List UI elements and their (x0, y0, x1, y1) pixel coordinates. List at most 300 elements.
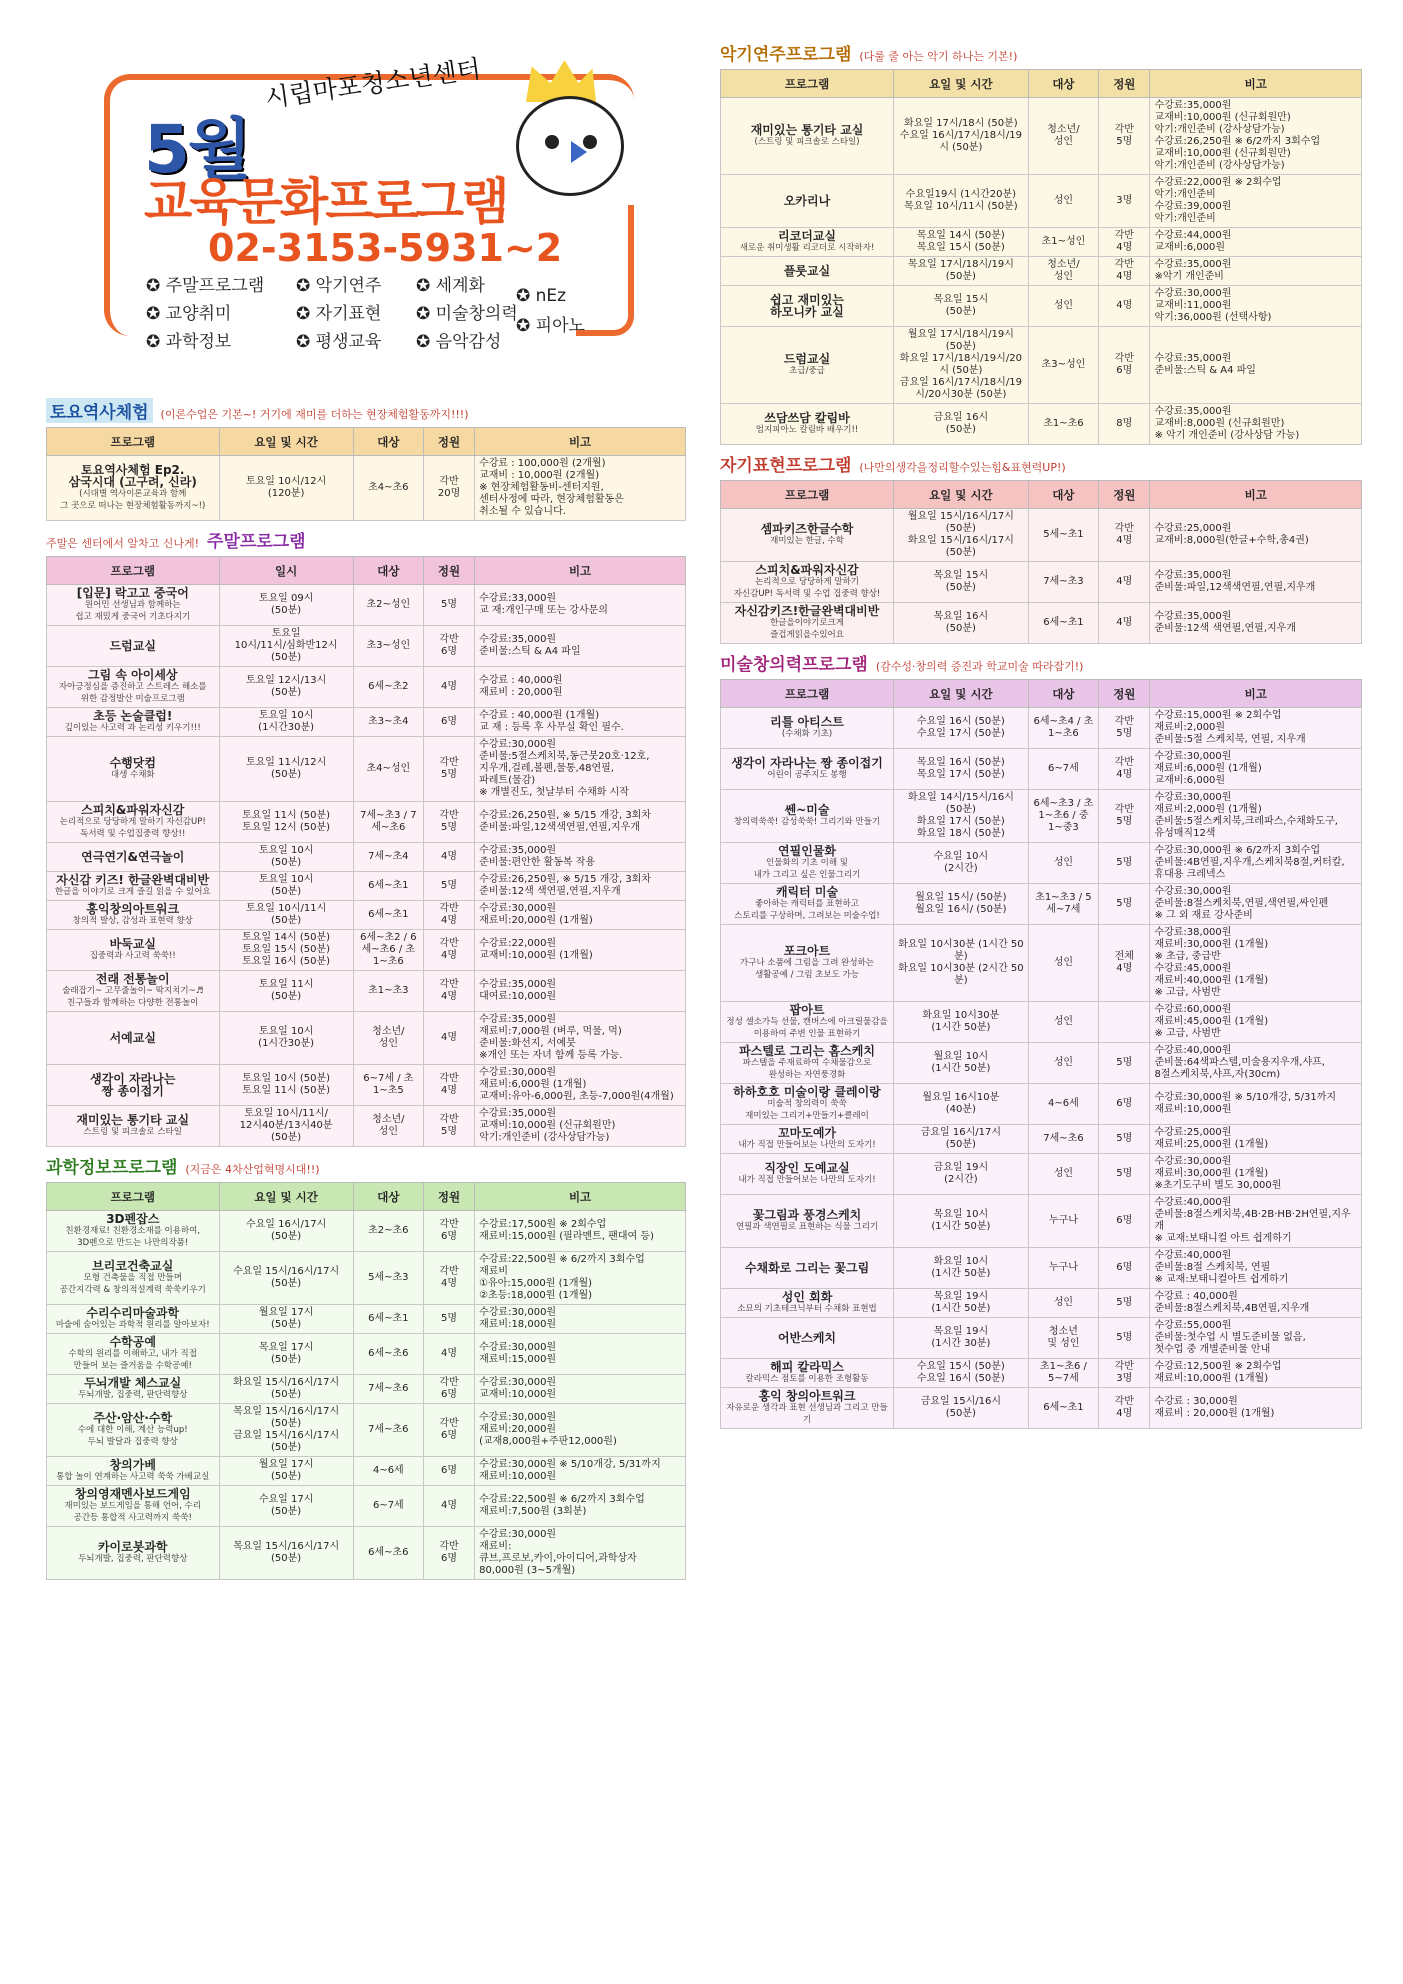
program-cell (47, 1404, 220, 1457)
target-cell: 성인 (1028, 1002, 1099, 1043)
program-cell (47, 1106, 220, 1147)
program-name: 생각이 자라나는 짱 종이접기 (731, 756, 883, 770)
note-cell: 수강료:26,250원, ※ 5/15 개강, 3회차 준비물:파일,12색색연필,연필,지우개 (475, 802, 686, 843)
time-cell: 목요일 19시 (1시간 30분) (894, 1318, 1029, 1359)
target-cell: 누구나 (1028, 1195, 1099, 1248)
target-cell: 6세~초2 / 6세~초6 / 초1~초6 (353, 930, 423, 971)
table-row (47, 1527, 686, 1580)
art-table (720, 679, 1362, 1429)
program-name: 꽃그림과 풍경스케치 (752, 1208, 862, 1222)
note-cell: 수강료:12,500원 ※ 2회수업 재료비:10,000원 (1개월) (1150, 1359, 1362, 1388)
column-header: 대상 (1028, 680, 1099, 708)
capacity-cell: 4명 (1099, 562, 1150, 603)
program-desc: 연필과 색연필로 표현하는 식물 그리기 (735, 1222, 879, 1232)
music-table (720, 69, 1362, 445)
program-desc: 자유로운 생각과 표현 선생님과 그리고 만들기 (726, 1403, 888, 1425)
capacity-cell: 4명 (423, 843, 474, 872)
program-name: 토요역사체험 Ep2. 삼국시대 (고구려, 신라) (68, 463, 197, 489)
note-cell: 수강료:30,000원 재료비:6,000원 (1개월) 교재비:유아-6,000원, 초등-7,000원(4개월) (475, 1065, 686, 1106)
program-cell (721, 228, 894, 257)
capacity-cell: 각반 6명 (423, 1375, 474, 1404)
program-cell (721, 708, 894, 749)
program-name: 플룻교실 (783, 264, 831, 278)
target-cell: 초4~초6 (353, 456, 423, 521)
table-row (47, 585, 686, 626)
time-cell: 토요일 11시 (50분) 토요일 12시 (50분) (219, 802, 353, 843)
target-cell: 성인 (1028, 175, 1099, 228)
capacity-cell: 각반 4명 (423, 901, 474, 930)
table-row (47, 626, 686, 667)
target-cell: 초3~초4 (353, 708, 423, 737)
time-cell: 수요일19시 (1시간20분) 목요일 10시/11시 (50분) (894, 175, 1029, 228)
table-row (721, 1154, 1362, 1195)
note-cell: 수강료:35,000원 준비물:12색 색연필,연필,지우개 (1150, 603, 1362, 644)
program-cell (47, 667, 220, 708)
program-name: 수채화로 그리는 꽃그림 (744, 1261, 870, 1275)
note-cell: 수강료:30,000원 ※ 6/2까지 3회수업 준비물:4B연필,지우개,스케치북8절,커터칼, 휴대용 크레넥스 (1150, 843, 1362, 884)
table-row (47, 708, 686, 737)
self-table (720, 480, 1362, 644)
target-cell: 7세~초4 (353, 843, 423, 872)
program-cell (721, 98, 894, 175)
capacity-cell: 5명 (1099, 1043, 1150, 1084)
note-cell: 수강료:35,000원 대여료:10,000원 (475, 971, 686, 1012)
table-header-row (721, 70, 1362, 98)
program-name: 바둑교실 (109, 937, 156, 951)
menu-item: ✪ 피아노 (516, 316, 585, 336)
note-cell: 수강료:35,000원 준비물:파일,12색색연필,연필,지우개 (1150, 562, 1362, 603)
time-cell: 토요일 10시/11시/ 12시40분/13시40분 (50분) (219, 1106, 353, 1147)
note-cell: 수강료:22,000원 교재비:10,000원 (1개월) (475, 930, 686, 971)
column-header: 대상 (353, 557, 423, 585)
program-desc: 두뇌개발, 집중력, 판단력향상 (78, 1554, 188, 1564)
time-cell: 수요일 10시 (2시간) (894, 843, 1029, 884)
program-name: 연필인물화 (778, 844, 837, 858)
target-cell: 7세~초3 / 7세~초6 (353, 802, 423, 843)
column-header: 비고 (1150, 70, 1362, 98)
science-table (46, 1182, 686, 1580)
program-name: 하하호호 미술이랑 클레이랑 (733, 1085, 881, 1099)
target-cell: 6세~초1 (1028, 1388, 1099, 1429)
program-cell (47, 1211, 220, 1252)
time-cell: 토요일 10시 (1시간30분) (219, 708, 353, 737)
note-cell: 수강료:30,000원 재료비:30,000원 (1개월) ※초기도구비 별도 30,000원 (1150, 1154, 1362, 1195)
program-name: 스피치&파워자신감 (81, 803, 185, 817)
program-name: 주산·암산·수학 (93, 1411, 173, 1425)
mascot-face-icon (516, 96, 624, 196)
table-row (47, 1334, 686, 1375)
program-name: 스피치&파워자신감 (755, 563, 859, 577)
column-header: 프로그램 (47, 557, 220, 585)
note-cell: 수강료:30,000원 재료비:20,000원 (1개월) (475, 901, 686, 930)
menu-item: ✪ 평생교육 (296, 332, 382, 352)
target-cell: 성인 (1028, 843, 1099, 884)
menu-item: ✪ 과학정보 (146, 332, 232, 352)
science-section-title: 과학정보프로그램 (지금은 4차산업혁명시대!!) (46, 1158, 320, 1178)
capacity-cell: 4명 (1099, 286, 1150, 327)
program-desc: 좋아하는 캐릭터를 표현하고 스토리를 구상하며, 그려보는 미술수업! (734, 899, 880, 921)
column-header: 정원 (423, 557, 474, 585)
time-cell: 토요일 10시/11시 (50분) (219, 901, 353, 930)
time-cell: 목요일 15시 (50분) (894, 286, 1029, 327)
time-cell: 토요일 14시 (50분) 토요일 15시 (50분) 토요일 16시 (50분) (219, 930, 353, 971)
program-desc: 두뇌개발, 집중력, 판단력향상 (78, 1390, 188, 1400)
table-row (47, 1305, 686, 1334)
table-row (721, 1359, 1362, 1388)
capacity-cell: 5명 (423, 585, 474, 626)
time-cell: 목요일 15시/16시/17시 (50분) 금요일 15시/16시/17시 (50분) (219, 1404, 353, 1457)
table-row (47, 872, 686, 901)
capacity-cell: 각반 6명 (423, 626, 474, 667)
program-cell (721, 257, 894, 286)
time-cell: 화요일 10시30분 (1시간 50분) (894, 1002, 1029, 1043)
time-cell: 토요일 09시 (50분) (219, 585, 353, 626)
column-header: 대상 (353, 428, 423, 456)
capacity-cell: 8명 (1099, 404, 1150, 445)
note-cell: 수강료:44,000원 교재비:6,000원 (1150, 228, 1362, 257)
program-name: 홍익창의아트워크 (86, 902, 180, 916)
time-cell: 토요일 10시 (50분) (219, 872, 353, 901)
program-desc: 엄지피아노 칼림바 배우기!! (755, 425, 859, 435)
time-cell: 토요일 11시/12시 (50분) (219, 737, 353, 802)
program-name: 창의가베 (109, 1458, 156, 1472)
table-row (721, 1248, 1362, 1289)
table-header-row (47, 557, 686, 585)
menu-item: ✪ nEz (516, 286, 567, 306)
column-header: 프로그램 (721, 481, 894, 509)
note-cell: 수강료:25,000원 재료비:25,000원 (1개월) (1150, 1125, 1362, 1154)
program-cell (721, 603, 894, 644)
program-name: 재미있는 통기타 교실 (750, 123, 864, 137)
program-cell (47, 1486, 220, 1527)
menu-item: ✪ 자기표현 (296, 304, 382, 324)
table-row (47, 1457, 686, 1486)
table-row (721, 925, 1362, 1002)
program-name: 직장인 도예교실 (764, 1161, 850, 1175)
time-cell: 금요일 16시 (50분) (894, 404, 1029, 445)
time-cell: 목요일 16시 (50분) (894, 603, 1029, 644)
target-cell: 7세~초6 (353, 1404, 423, 1457)
program-name: 생각이 자라나는 짱 종이접기 (90, 1072, 176, 1098)
program-desc: 한글을이야기로크게 즐겁게읽을수있어요 (770, 618, 844, 640)
month-label: 5월 (144, 111, 250, 188)
table-row (47, 1486, 686, 1527)
program-cell (721, 1318, 894, 1359)
program-name: 창의영재멘사보드게임 (74, 1487, 191, 1501)
note-cell: 수강료:30,000원 재료비: 큐브,프로보,카이,아이디어,과학상자 80,000원 (3~5개월) (475, 1527, 686, 1580)
program-desc: 통합 놀이 연계하는 사고력 쑥쑥 가베교실 (56, 1472, 210, 1482)
note-cell: 수강료:25,000원 교재비:8,000원(한글+수학,총4권) (1150, 509, 1362, 562)
target-cell: 6~7세 (353, 1486, 423, 1527)
column-header: 비고 (1150, 680, 1362, 708)
program-cell (721, 286, 894, 327)
program-cell (721, 327, 894, 404)
capacity-cell: 5명 (423, 872, 474, 901)
column-header: 프로그램 (721, 680, 894, 708)
note-cell: 수강료:30,000원 재료비:6,000원 (1개월) 교재비:6,000원 (1150, 749, 1362, 790)
saturday-table (46, 427, 686, 521)
column-header: 정원 (1099, 70, 1150, 98)
program-desc: 새로운 취미생활 리코더로 시작하자! (739, 243, 875, 253)
target-cell: 성인 (1028, 1154, 1099, 1195)
menu-item: ✪ 교양취미 (146, 304, 232, 324)
note-cell: 수강료:30,000원 재료비:20,000원 (교재8,000원+주판12,000원) (475, 1404, 686, 1457)
program-name: 팝아트 (789, 1003, 825, 1017)
note-cell: 수강료 : 40,000원 (1개월) 교 재 : 등록 후 사무실 확인 필수. (475, 708, 686, 737)
target-cell: 성인 (1028, 286, 1099, 327)
table-row (721, 1043, 1362, 1084)
time-cell: 화요일 14시/15시/16시 (50분) 화요일 17시 (50분) 화요일 18시 (50분) (894, 790, 1029, 843)
capacity-cell: 각반 6명 (423, 1211, 474, 1252)
table-row (721, 749, 1362, 790)
program-name: 쎈~미술 (784, 803, 830, 817)
time-cell: 월요일 15시/16시/17시 (50분) 화요일 15시/16시/17시 (50분) (894, 509, 1029, 562)
program-cell (721, 1289, 894, 1318)
column-header: 요일 및 시간 (219, 428, 353, 456)
target-cell: 6~7세 (1028, 749, 1099, 790)
program-cell (47, 872, 220, 901)
table-row (47, 930, 686, 971)
program-cell (721, 1125, 894, 1154)
program-cell (721, 1043, 894, 1084)
time-cell: 토요일 10시 (50분) (219, 843, 353, 872)
program-name: 쉽고 재미있는 하모니카 교실 (770, 293, 844, 319)
time-cell: 목요일 15시 (50분) (894, 562, 1029, 603)
capacity-cell: 각반 4명 (1099, 509, 1150, 562)
table-row (721, 1002, 1362, 1043)
time-cell: 월요일 17시 (50분) (219, 1457, 353, 1486)
target-cell: 7세~초6 (1028, 1125, 1099, 1154)
time-cell: 목요일 17시/18시/19시 (50분) (894, 257, 1029, 286)
program-cell (47, 585, 220, 626)
program-name: 서예교실 (109, 1031, 156, 1045)
saturday-section-title: 토요역사체험 (이론수업은 기본~! 거기에 재미를 더하는 현장체험활동까지!!!) (46, 398, 686, 423)
program-desc: 재미있는 한글, 수학 (770, 536, 844, 546)
capacity-cell: 각반 5명 (1099, 790, 1150, 843)
time-cell: 월요일 17시/18시/19시 (50분) 화요일 17시/18시/19시/20시 (50분) 금요일 16시/17시/18시/19시/20시30분 (50분) (894, 327, 1029, 404)
program-desc: 한글을 이야기로 크게 즐길 읽을 수 있어요 (54, 887, 211, 897)
program-name: 드럼교실 (783, 352, 831, 366)
capacity-cell: 3명 (1099, 175, 1150, 228)
capacity-cell: 6명 (1099, 1195, 1150, 1248)
phone-number: 02-3153-5931~2 (208, 226, 563, 270)
note-cell: 수강료:60,000원 재료비:45,000원 (1개월) ※ 고급, 사범반 (1150, 1002, 1362, 1043)
target-cell: 6세~초1 (353, 901, 423, 930)
table-row (47, 667, 686, 708)
table-row (47, 1012, 686, 1065)
program-cell (47, 737, 220, 802)
column-header: 프로그램 (47, 1183, 220, 1211)
program-desc: 집중력과 사고력 쑥쑥!! (89, 951, 176, 961)
program-desc: 원어민 선생님과 함께하는 쉽고 재밌게 중국어 기초다지기 (75, 600, 191, 622)
capacity-cell: 5명 (1099, 1318, 1150, 1359)
note-cell: 수강료:30,000원 교재비:11,000원 악기:36,000원 (선택사항) (1150, 286, 1362, 327)
program-desc: 자아긍정심을 증진하고 스트레스 해소를 위한 감정발산 미술프로그램 (58, 682, 207, 704)
time-cell: 목요일 16시 (50분) 목요일 17시 (50분) (894, 749, 1029, 790)
capacity-cell: 각반 4명 (423, 1252, 474, 1305)
time-cell: 수요일 15시 (50분) 수요일 16시 (50분) (894, 1359, 1029, 1388)
note-cell: 수강료:35,000원 준비물:스틱 & A4 파일 (1150, 327, 1362, 404)
program-name: 수리수리마술과학 (86, 1306, 180, 1320)
column-header: 비고 (475, 1183, 686, 1211)
program-name: 연극연기&연극놀이 (81, 850, 185, 864)
time-cell: 월요일 15시/ (50분) 월요일 16시/ (50분) (894, 884, 1029, 925)
target-cell: 4~6세 (353, 1457, 423, 1486)
table-row (721, 1195, 1362, 1248)
target-cell: 5세~초1 (1028, 509, 1099, 562)
program-cell (721, 749, 894, 790)
target-cell: 6세~초2 (353, 667, 423, 708)
program-cell (721, 175, 894, 228)
note-cell: 수강료:38,000원 재료비:30,000원 (1개월) ※ 초급, 중급반 수강료:45,000원 재료비:40,000원 (1개월) ※ 고급, 사범반 (1150, 925, 1362, 1002)
target-cell: 성인 (1028, 1043, 1099, 1084)
note-cell: 수강료 : 100,000원 (2개월) 교재비 : 10,000원 (2개월) ※ 현장체험활동비-센터지원, 센터사정에 따라, 현장체험활동은 취소될 수 있습니다. (475, 456, 686, 521)
target-cell: 초3~성인 (353, 626, 423, 667)
target-cell: 성인 (1028, 1289, 1099, 1318)
program-desc: 미술적 창의력이 쑥쑥 재미있는 그리기+만들기+클레이 (745, 1099, 869, 1121)
table-row (721, 228, 1362, 257)
program-title: 교육문화프로그램 (144, 173, 507, 231)
program-desc: (스트링 및 피크솔로 스타일) (754, 137, 860, 147)
table-row (721, 1388, 1362, 1429)
target-cell: 7세~초3 (1028, 562, 1099, 603)
note-cell: 수강료:15,000원 ※ 2회수업 재료비:2,000원 준비물:5절 스케치북, 연필, 지우개 (1150, 708, 1362, 749)
note-cell: 수강료:30,000원 ※ 5/10개강, 5/31까지 재료비:10,000원 (1150, 1084, 1362, 1125)
column-header: 정원 (423, 1183, 474, 1211)
note-cell: 수강료:22,000원 ※ 2회수업 악기:개인준비 수강료:39,000원 악기:개인준비 (1150, 175, 1362, 228)
note-cell: 수강료:17,500원 ※ 2회수업 재료비:15,000원 (필라멘트, 팬대여 등) (475, 1211, 686, 1252)
capacity-cell: 각반 4명 (1099, 1388, 1150, 1429)
program-name: 포크아트 (783, 944, 831, 958)
program-desc: 술래잡기~ 고무줄놀이~ 딱지치기~♬ 친구들과 함께하는 다양한 전통놀이 (62, 986, 204, 1008)
program-cell (47, 456, 220, 521)
note-cell: 수강료:40,000원 준비물:8절 스케치북, 연필 ※ 교재:보태니컬아트 쉽게하기 (1150, 1248, 1362, 1289)
program-name: 초등 논술클럽! (93, 709, 173, 723)
table-row (721, 286, 1362, 327)
capacity-cell: 각반 3명 (1099, 1359, 1150, 1388)
center-name: 시립마포청소년센터 (263, 54, 483, 113)
note-cell: 수강료 : 40,000원 재료비 : 20,000원 (475, 667, 686, 708)
time-cell: 토요일 11시 (50분) (219, 971, 353, 1012)
note-cell: 수강료:40,000원 준비물:64색파스텔,미술용지우개,샤프, 8절스케치북,샤프,자(30cm) (1150, 1043, 1362, 1084)
program-name: 캐릭터 미술 (775, 885, 839, 899)
program-cell (47, 1305, 220, 1334)
table-row (721, 790, 1362, 843)
target-cell: 성인 (1028, 925, 1099, 1002)
table-row (721, 404, 1362, 445)
program-cell (47, 708, 220, 737)
program-desc: 인물화의 기초 이해 및 내가 그리고 싶은 인물그리기 (753, 858, 861, 880)
program-name: 쓰담쓰담 칼림바 (764, 411, 850, 425)
time-cell: 토요일 10시 (1시간30분) (219, 1012, 353, 1065)
table-header-row (47, 428, 686, 456)
time-cell: 토요일 10시 (50분) 토요일 11시 (50분) (219, 1065, 353, 1106)
capacity-cell: 5명 (423, 1305, 474, 1334)
time-cell: 화요일 10시 (1시간 50분) (894, 1248, 1029, 1289)
target-cell: 초2~초6 (353, 1211, 423, 1252)
time-cell: 화요일 10시30분 (1시간 50분) 화요일 10시30분 (2시간 50분) (894, 925, 1029, 1002)
table-row (721, 257, 1362, 286)
program-cell (47, 1527, 220, 1580)
capacity-cell: 6명 (1099, 1248, 1150, 1289)
program-desc: 수학의 원리를 이해하고, 내가 직접 만들어 보는 즐거움을 수학공예! (68, 1349, 197, 1371)
time-cell: 월요일 10시 (1시간 50분) (894, 1043, 1029, 1084)
program-name: 3D펜잡스 (106, 1212, 160, 1226)
column-header: 정원 (423, 428, 474, 456)
capacity-cell: 각반 4명 (423, 930, 474, 971)
program-desc: 친환경재료! 친환경소재를 이용하여, 3D펜으로 만드는 나만의작품! (65, 1226, 201, 1248)
table-row (721, 175, 1362, 228)
program-desc: 초급/중급 (789, 366, 825, 376)
program-desc: 대생 수채화 (110, 770, 155, 780)
capacity-cell: 각반 5명 (1099, 708, 1150, 749)
program-desc: 수에 대한 이해, 계산 능력up! 두뇌 발달과 집중력 향상 (77, 1425, 188, 1447)
target-cell: 누구나 (1028, 1248, 1099, 1289)
program-cell (47, 1065, 220, 1106)
target-cell: 초3~성인 (1028, 327, 1099, 404)
program-name: 어반스케치 (778, 1331, 837, 1345)
menu-item: ✪ 주말프로그램 (146, 276, 265, 296)
time-cell: 수요일 15시/16시/17시 (50분) (219, 1252, 353, 1305)
target-cell: 7세~초6 (353, 1375, 423, 1404)
capacity-cell: 각반 4명 (1099, 749, 1150, 790)
program-cell (721, 884, 894, 925)
program-cell (47, 1334, 220, 1375)
column-header: 비고 (1150, 481, 1362, 509)
program-desc: 파스텔을 주재료하여 수채물감으로 완성하는 자연풍경화 (742, 1058, 872, 1080)
table-row (721, 843, 1362, 884)
time-cell: 토요일 10시/12시 (120분) (219, 456, 353, 521)
table-row (721, 327, 1362, 404)
note-cell: 수강료:30,000원 준비물:8절스케치북,연필,색연필,싸인펜 ※ 그 외 재료 강사준비 (1150, 884, 1362, 925)
time-cell: 수요일 16시/17시 (50분) (219, 1211, 353, 1252)
note-cell: 수강료:35,000원 교재비:10,000원 (신규회원만) 악기:개인준비 (강사상담가능) (475, 1106, 686, 1147)
program-desc: 정성 셀소가득 선물, 캔버스에 아크릴물감을 이용하여 주변 인물 표현하기 (726, 1017, 888, 1039)
capacity-cell: 각반 4명 (423, 971, 474, 1012)
table-row (47, 1106, 686, 1147)
program-cell (721, 1195, 894, 1248)
capacity-cell: 각반 4명 (423, 1065, 474, 1106)
column-header: 정원 (1099, 481, 1150, 509)
table-row (721, 509, 1362, 562)
time-cell: 금요일 16시/17시 (50분) (894, 1125, 1029, 1154)
capacity-cell: 4명 (423, 667, 474, 708)
capacity-cell: 각반 5명 (1099, 98, 1150, 175)
table-row (47, 802, 686, 843)
program-name: [입문] 락고고 중국어 (76, 586, 189, 600)
program-name: 수학공예 (109, 1335, 156, 1349)
time-cell: 목요일 14시 (50분) 목요일 15시 (50분) (894, 228, 1029, 257)
table-row (47, 1404, 686, 1457)
program-name: 해피 칼라믹스 (770, 1360, 844, 1374)
program-cell (721, 1359, 894, 1388)
program-cell (47, 901, 220, 930)
time-cell: 목요일 10시 (1시간 50분) (894, 1195, 1029, 1248)
capacity-cell: 5명 (1099, 884, 1150, 925)
capacity-cell: 각반 6명 (423, 1404, 474, 1457)
program-name: 리틀 아티스트 (770, 715, 844, 729)
program-name: 리코더교실 (778, 229, 837, 243)
program-desc: (수채화 기초) (781, 729, 833, 739)
note-cell: 수강료:35,000원 교재비:10,000원 (신규회원만) 악기:개인준비 (강사상담가능) 수강료:26,250원 ※ 6/2까지 3회수업 교재비:10,000원 (신규회원만) 악기:개인준비 (강사상담가능) (1150, 98, 1362, 175)
program-name: 두뇌개발 체스교실 (84, 1376, 182, 1390)
target-cell: 6세~초6 (353, 1334, 423, 1375)
time-cell: 월요일 16시10분 (40분) (894, 1084, 1029, 1125)
program-cell (721, 790, 894, 843)
capacity-cell: 전체 4명 (1099, 925, 1150, 1002)
table-header-row (47, 1183, 686, 1211)
program-desc: 마술에 숨어있는 과학적 원리를 알아보자! (55, 1320, 210, 1330)
